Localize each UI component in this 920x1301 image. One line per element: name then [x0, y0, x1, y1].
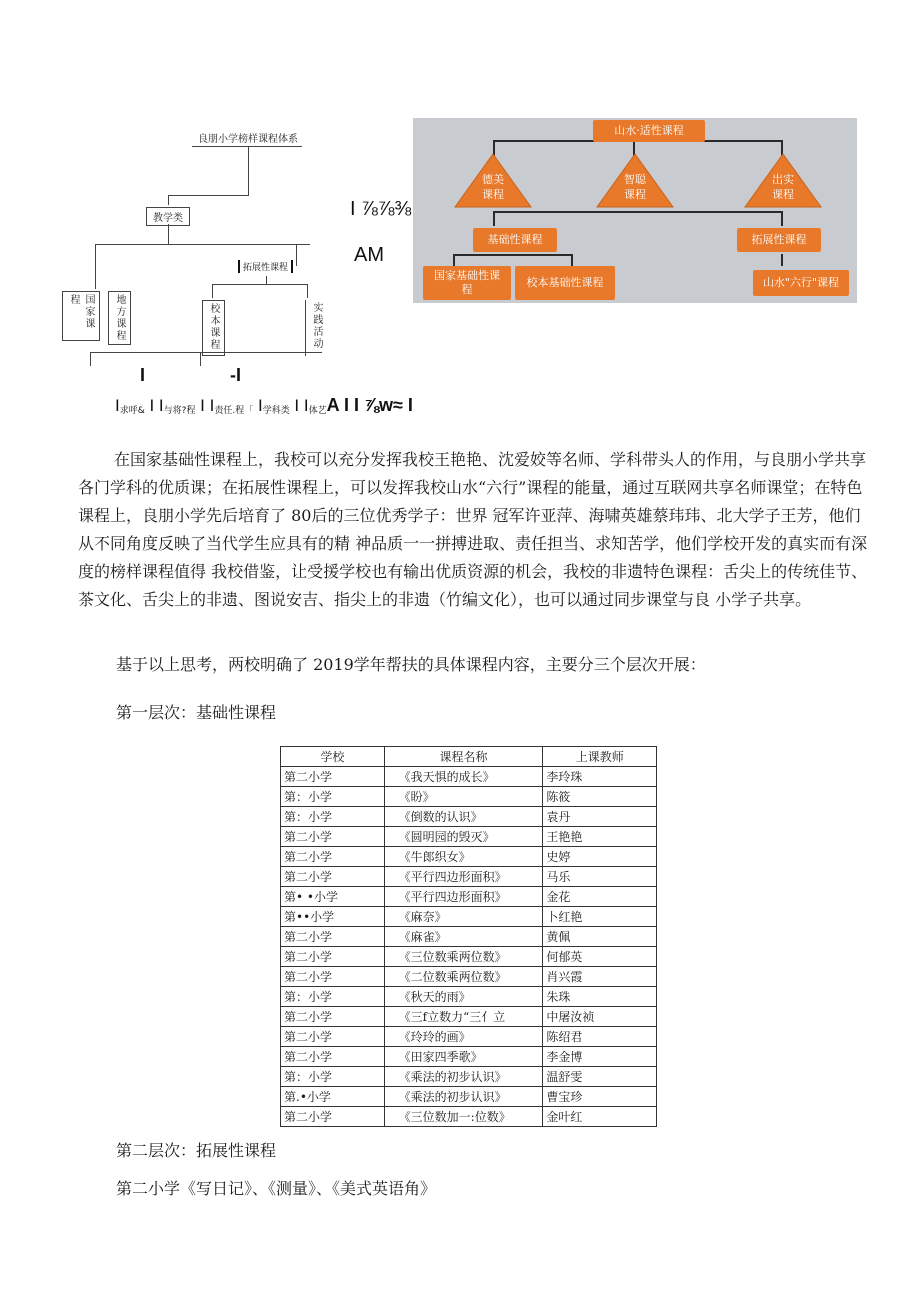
scan-artifact-text: I ⅞⅞⅜ [350, 198, 412, 220]
header-cell: 课程名称 [384, 747, 543, 767]
level1-heading-text: 第一层次：基础性课程 [116, 703, 277, 722]
bottom-node: 求呼& [119, 406, 145, 416]
table-row [281, 927, 657, 947]
tree-line [212, 284, 308, 285]
tree-line [248, 146, 249, 196]
tree-line [307, 284, 308, 298]
course-cell: 《牛郎织女》 [384, 847, 543, 867]
course-cell: 《田家四季歌》 [384, 1047, 543, 1067]
teacher-cell: 金叶红 [543, 1107, 657, 1127]
school-cell: 第二小学 [281, 867, 385, 887]
node-difang: 地方课程 [108, 291, 131, 345]
course-cell: 《我天惧的成长》 [384, 767, 543, 787]
level2-heading-text: 第二层次：拓展性课程 [116, 1141, 277, 1160]
paragraph-2 [116, 651, 836, 679]
tree-bottom-row: I 求呼& I I 与将?程 I I 责任.程「 I 学科类 I I 体艺 A I I ⅞w≈ I [115, 395, 413, 416]
teacher-cell: 曹宝珍 [543, 1087, 657, 1107]
node-school: 校本基础性课程 [515, 266, 615, 300]
tri-left-label: 德美课程 [482, 173, 504, 201]
course-cell: 《乘法的初步认识》 [384, 1087, 543, 1107]
teacher-cell: 中屠汝祯 [543, 1007, 657, 1027]
tree-line [168, 195, 248, 196]
table-row [281, 887, 657, 907]
school-cell: 第：小学 [281, 1067, 385, 1087]
course-cell: 《乘法的初步认识》 [384, 1067, 543, 1087]
teacher-cell: 陈筱 [543, 787, 657, 807]
node-shijian: 实践活动 [305, 300, 327, 356]
node-six: 山水"六行"课程 [753, 270, 849, 296]
course-cell: 《三位数乘两位数》 [384, 947, 543, 967]
table-row [281, 907, 657, 927]
scan-artifact-text: AM [354, 244, 384, 266]
teacher-cell: 陈绍君 [543, 1027, 657, 1047]
teacher-cell: 朱珠 [543, 987, 657, 1007]
table-header-row [281, 747, 657, 767]
bottom-node: 体艺 [308, 406, 327, 416]
table-row [281, 847, 657, 867]
course-cell: 《三f立数力“三亻立 [384, 1007, 543, 1027]
teacher-cell: 史婷 [543, 847, 657, 867]
course-table [280, 746, 657, 1127]
table-row [281, 867, 657, 887]
school-cell: 第二小学 [281, 1027, 385, 1047]
school-cell: 第二小学 [281, 767, 385, 787]
school-cell: 第.•小学 [281, 1087, 385, 1107]
teacher-cell: 王艳艳 [543, 827, 657, 847]
school-cell: 第：小学 [281, 807, 385, 827]
school-cell: 第二小学 [281, 1047, 385, 1067]
table-row [281, 987, 657, 1007]
level2-content [116, 1175, 616, 1203]
school-cell: 第二小学 [281, 927, 385, 947]
node-root: 山水·适性课程 [593, 120, 705, 142]
teacher-cell: 李玲珠 [543, 767, 657, 787]
tree-title: 良朋小学榜样课程体系 [198, 134, 298, 145]
teacher-cell: 黄佩 [543, 927, 657, 947]
table-row [281, 807, 657, 827]
scan-artifact-text: A I I ⅞w≈ I [326, 395, 413, 415]
node-xiaoben: 校本课程 [202, 300, 225, 356]
table-row [281, 1067, 657, 1087]
table-row [281, 787, 657, 807]
table-row [281, 947, 657, 967]
tree-line [90, 352, 91, 366]
table-row [281, 1027, 657, 1047]
course-cell: 《二位数乘两位数》 [384, 967, 543, 987]
teacher-cell: 肖兴霞 [543, 967, 657, 987]
paragraph-2-text: 基于以上思考，两校明确了 2019学年帮扶的具体课程内容，主要分三个层次开展： [116, 655, 706, 674]
tri-right-label: 岀实课程 [772, 173, 794, 201]
bottom-node: 学科类 [262, 406, 290, 416]
school-cell: 第二小学 [281, 827, 385, 847]
header-cell: 上课教师 [543, 747, 657, 767]
table-row [281, 1007, 657, 1027]
school-cell: 第二小学 [281, 967, 385, 987]
tree-line [90, 352, 322, 353]
teacher-cell: 何郁英 [543, 947, 657, 967]
teacher-cell: 卜红艳 [543, 907, 657, 927]
school-cell: 第二小学 [281, 1107, 385, 1127]
tree-line [168, 224, 169, 244]
diagram-connector [493, 211, 783, 213]
node-jiaoxuelei: 教学类 [146, 207, 190, 226]
teacher-cell: 温舒雯 [543, 1067, 657, 1087]
course-cell: 《麻奈》 [384, 907, 543, 927]
node-guojia: 国家课程 [62, 291, 100, 341]
node-national: 国家基础性课程 [423, 266, 511, 300]
teacher-cell: 金花 [543, 887, 657, 907]
node-extend: 拓展性课程 [737, 228, 821, 252]
school-cell: 第• •小学 [281, 887, 385, 907]
tree-line [212, 284, 213, 298]
table-row [281, 1107, 657, 1127]
table-row [281, 967, 657, 987]
table-row [281, 827, 657, 847]
node-tri-right [743, 152, 823, 208]
course-cell: 《秋天的雨》 [384, 987, 543, 1007]
teacher-cell: 马乐 [543, 867, 657, 887]
school-cell: 第：小学 [281, 987, 385, 1007]
course-cell: 《玲玲的画》 [384, 1027, 543, 1047]
node-tri-mid [595, 152, 675, 208]
node-tri-left [453, 152, 533, 208]
tri-mid-label: 智聪课程 [624, 173, 646, 201]
course-cell: 《盼》 [384, 787, 543, 807]
course-cell: 《麻雀》 [384, 927, 543, 947]
bottom-node: 与将?程 [163, 406, 196, 416]
table-row [281, 767, 657, 787]
level2-content-text: 第二小学《写日记》、《测量》、《美式英语角》 [116, 1179, 437, 1198]
paragraph-1 [78, 446, 868, 614]
node-tuozhan: 拓展性课程 [238, 260, 293, 273]
tree-line [192, 146, 302, 147]
scan-artifact-text: I -I [140, 365, 242, 385]
course-cell: 《平行四边形面积》 [384, 887, 543, 907]
table-row [281, 1087, 657, 1107]
course-cell: 《倒数的认识》 [384, 807, 543, 827]
school-cell: 第二小学 [281, 947, 385, 967]
school-cell: 第二小学 [281, 847, 385, 867]
node-basic: 基础性课程 [473, 228, 557, 252]
tree-line [266, 276, 267, 284]
tree-line [95, 244, 96, 289]
level1-heading [116, 699, 516, 727]
shanshui-course-diagram [413, 118, 857, 303]
teacher-cell: 李金博 [543, 1047, 657, 1067]
school-cell: 第二小学 [281, 1007, 385, 1027]
level2-heading [116, 1137, 516, 1165]
course-cell: 《三位数加一:位数》 [384, 1107, 543, 1127]
bottom-node: 责任.程「 [214, 406, 254, 416]
tree-line [95, 244, 310, 245]
table-row [281, 1047, 657, 1067]
tree-line [168, 195, 169, 205]
tree-line [296, 244, 297, 266]
school-cell: 第••小学 [281, 907, 385, 927]
course-cell: 《圆明园的毁灭》 [384, 827, 543, 847]
paragraph-1-text: 在国家基础性课程上，我校可以充分发挥我校王艳艳、沈爱姣等名师、学科带头人的作用，与良朋小学共享各门学科的优质课；在拓展性课程上，可以发挥我校山水“六行”课程的能量，通过互联网共享名师课堂；在特色课程上，良朋小学先后培育了 80后的三位优秀学子：世界 冠军许亚萍、海啸英雄蔡玮玮、北大学子王芳，他们从不同角度反映了当代学生应具有的精 神品质一一拼搏进取、责任担当、求知苦学，他们学校开发的真实而有深度的榜样课程值得 我校借鉴，让受援学校也有输出优质资源的机会，我校的非遗特色课程：舌尖上的传统佳节、 茶文化、舌尖上的非遗、图说安吉、指尖上的非遗（竹编文化），也可以通过同步课堂与良 小学子共享。 [78, 450, 868, 609]
school-cell: 第：小学 [281, 787, 385, 807]
course-cell: 《平行四边形面积》 [384, 867, 543, 887]
header-cell: 学校 [281, 747, 385, 767]
tree-line [200, 352, 201, 366]
teacher-cell: 袁丹 [543, 807, 657, 827]
